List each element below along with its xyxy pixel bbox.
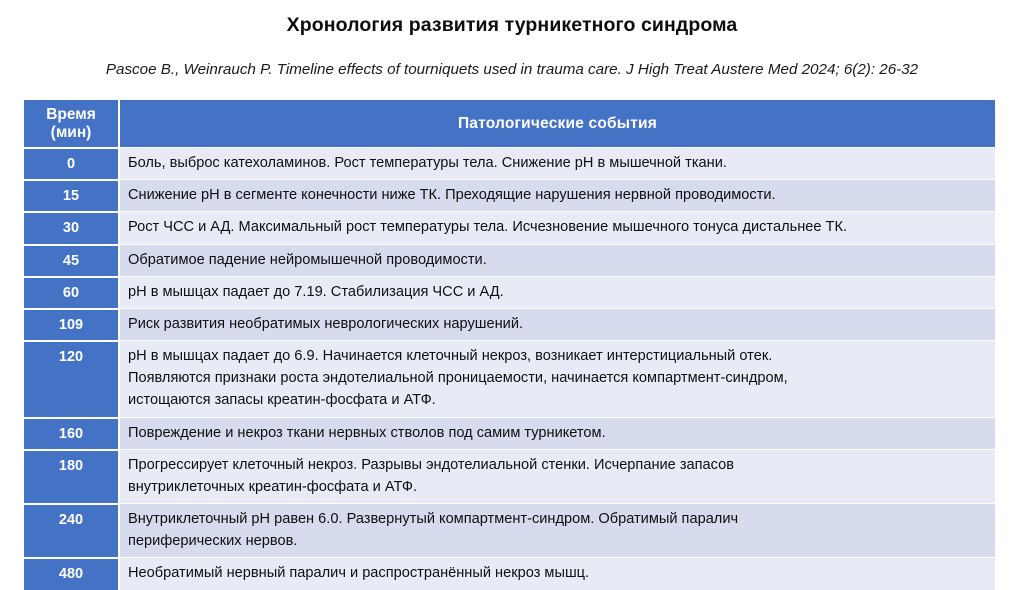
- table-body: [24, 147, 995, 590]
- cell-time: 180: [24, 449, 120, 503]
- column-header-events: Патологические события: [120, 100, 995, 147]
- cell-time: 160: [24, 417, 120, 449]
- event-line: Риск развития необратимых неврологических нарушений.: [128, 315, 524, 332]
- table-row: [24, 147, 995, 179]
- event-line: истощаются запасы креатин-фосфата и АТФ.: [128, 392, 436, 409]
- cell-event: [120, 503, 995, 557]
- table-row: [24, 340, 995, 417]
- event-line: pH в мышцах падает до 6.9. Начинается клеточный некроз, возникает интерстициальный отек.: [128, 348, 773, 365]
- source-citation: Pascoe B., Weinrauch P. Timeline effects of tourniquets used in trauma care. J High Treat Austere Med 2024; 6(2): 26-32: [105, 61, 919, 78]
- cell-time: 15: [24, 179, 120, 211]
- table-row: [24, 276, 995, 308]
- cell-event: [120, 340, 995, 417]
- cell-time: 30: [24, 211, 120, 243]
- event-line: Повреждение и некроз ткани нервных стволов под самим турникетом.: [128, 424, 606, 441]
- table-row: [24, 449, 995, 503]
- cell-event: [120, 211, 995, 243]
- cell-event: [120, 557, 995, 589]
- event-line: Внутриклеточный pH равен 6.0. Развернутый компартмент-синдром. Обратимый паралич: [128, 511, 739, 528]
- event-line: Необратимый нервный паралич и распространённый некроз мышц.: [128, 565, 590, 582]
- timeline-table-container: [24, 100, 995, 590]
- table-row: [24, 211, 995, 243]
- table-row: [24, 244, 995, 276]
- event-line: Обратимое падение нейромышечной проводимости.: [128, 251, 487, 268]
- page-title: Хронология развития турникетного синдрома: [286, 14, 738, 36]
- event-line: Рост ЧСС и АД. Максимальный рост температуры тела. Исчезновение мышечного тонуса дистальнее ТК.: [128, 219, 848, 236]
- timeline-table: [24, 100, 995, 590]
- column-header-time-line1: Время: [46, 105, 96, 123]
- cell-event: [120, 147, 995, 179]
- cell-time: 120: [24, 340, 120, 417]
- cell-event: [120, 449, 995, 503]
- table-row: [24, 503, 995, 557]
- cell-event: [120, 308, 995, 340]
- column-header-time-line2: (мин): [50, 123, 92, 141]
- cell-event: [120, 179, 995, 211]
- table-row: [24, 179, 995, 211]
- table-row: [24, 557, 995, 589]
- event-line: pH в мышцах падает до 7.19. Стабилизация ЧСС и АД.: [128, 283, 504, 300]
- cell-event: [120, 417, 995, 449]
- cell-time: 0: [24, 147, 120, 179]
- cell-time: 240: [24, 503, 120, 557]
- table-header-row: [24, 100, 995, 147]
- event-line: Прогрессирует клеточный некроз. Разрывы эндотелиальной стенки. Исчерпание запасов: [128, 456, 734, 473]
- cell-time: 480: [24, 557, 120, 589]
- cell-time: 109: [24, 308, 120, 340]
- table-row: [24, 417, 995, 449]
- event-line: Появляются признаки роста эндотелиальной проницаемости, начинается компартмент-синдром,: [128, 370, 788, 387]
- event-line: периферических нервов.: [128, 533, 298, 550]
- cell-time: 45: [24, 244, 120, 276]
- event-line: внутриклеточных креатин-фосфата и АТФ.: [128, 478, 418, 495]
- event-line: Снижение pH в сегменте конечности ниже ТК. Преходящие нарушения нервной проводимости.: [128, 187, 776, 204]
- table-row: [24, 308, 995, 340]
- cell-event: [120, 276, 995, 308]
- cell-time: 60: [24, 276, 120, 308]
- table-header: [24, 100, 995, 147]
- cell-event: [120, 244, 995, 276]
- event-line: Боль, выброс катехоламинов. Рост температуры тела. Снижение pH в мышечной ткани.: [128, 155, 727, 171]
- column-header-time: [24, 100, 120, 147]
